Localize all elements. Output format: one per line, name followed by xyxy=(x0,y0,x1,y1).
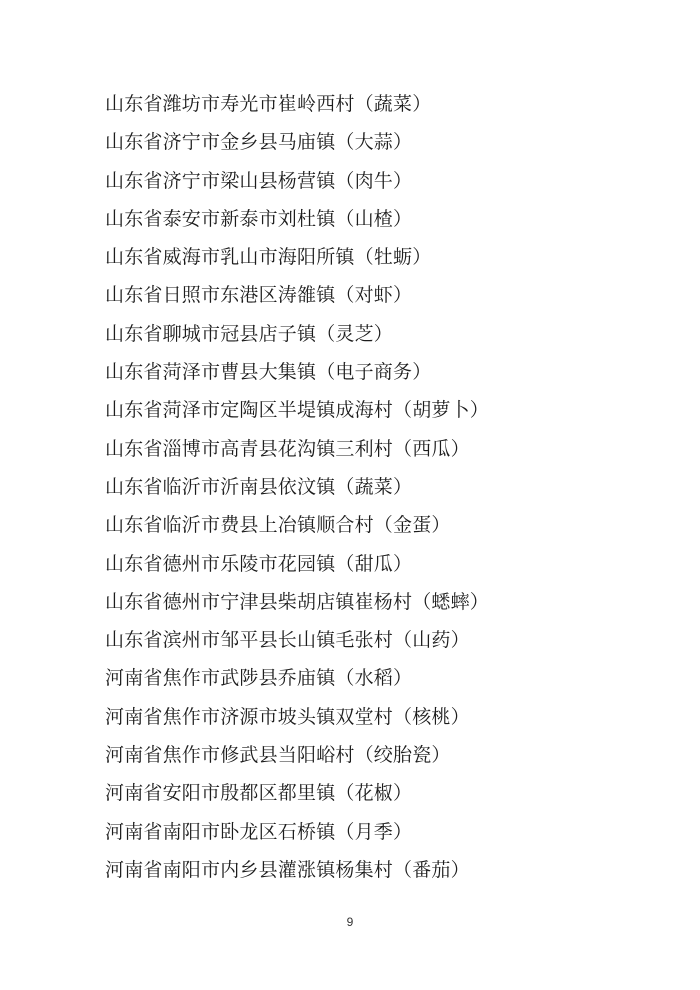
list-item: 山东省临沂市费县上冶镇顺合村（金蛋） xyxy=(105,515,451,537)
list-item: 河南省焦作市济源市坡头镇双堂村（核桃） xyxy=(105,706,470,728)
list-item: 河南省焦作市修武县当阳峪村（绞胎瓷） xyxy=(105,745,451,767)
list-item: 河南省南阳市内乡县灌涨镇杨集村（番茄） xyxy=(105,859,470,881)
list-item: 山东省临沂市沂南县依汶镇（蔬菜） xyxy=(105,476,413,498)
list-item: 山东省聊城市冠县店子镇（灵芝） xyxy=(105,323,394,345)
entry-list xyxy=(105,86,489,890)
list-item: 山东省日照市东港区涛雒镇（对虾） xyxy=(105,285,413,307)
list-item: 山东省泰安市新泰市刘杜镇（山楂） xyxy=(105,208,413,230)
list-item: 山东省济宁市梁山县杨营镇（肉牛） xyxy=(105,170,413,192)
list-item: 河南省焦作市武陟县乔庙镇（水稻） xyxy=(105,668,413,690)
list-item: 山东省威海市乳山市海阳所镇（牡蛎） xyxy=(105,247,432,269)
list-item: 河南省安阳市殷都区都里镇（花椒） xyxy=(105,783,413,805)
list-item: 山东省滨州市邹平县长山镇毛张村（山药） xyxy=(105,630,470,652)
list-item: 山东省菏泽市曹县大集镇（电子商务） xyxy=(105,362,432,384)
page-number: 9 xyxy=(346,915,354,929)
list-item: 山东省德州市宁津县柴胡店镇崔杨村（蟋蟀） xyxy=(105,591,490,613)
list-item: 河南省南阳市卧龙区石桥镇（月季） xyxy=(105,821,413,843)
list-item: 山东省淄博市高青县花沟镇三利村（西瓜） xyxy=(105,438,470,460)
list-item: 山东省德州市乐陵市花园镇（甜瓜） xyxy=(105,553,413,575)
list-item: 山东省济宁市金乡县马庙镇（大蒜） xyxy=(105,132,413,154)
list-item: 山东省潍坊市寿光市崔岭西村（蔬菜） xyxy=(105,94,432,115)
list-item: 山东省菏泽市定陶区半堤镇成海村（胡萝卜） xyxy=(105,400,490,422)
